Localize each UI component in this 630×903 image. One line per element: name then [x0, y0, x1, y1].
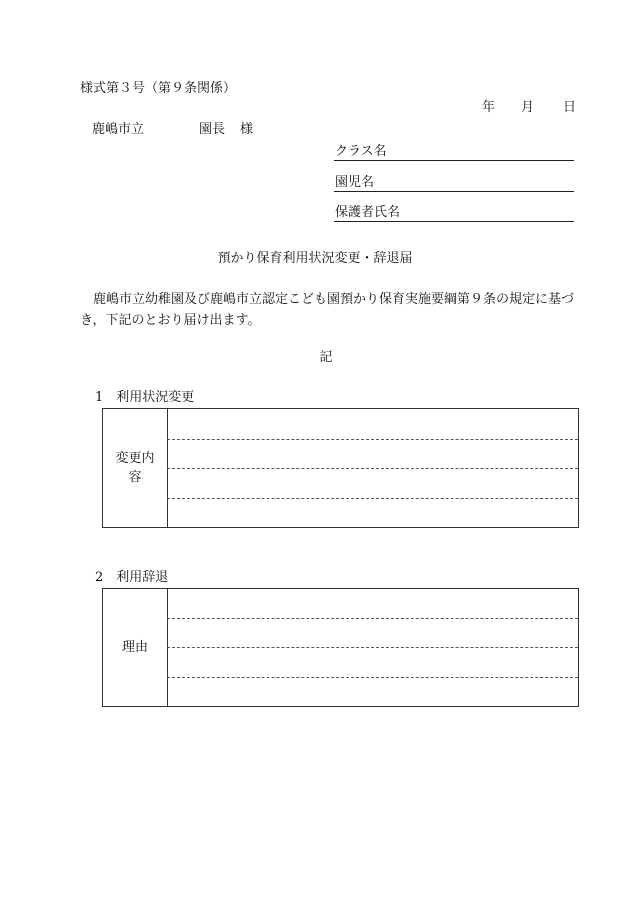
writing-line: [167, 439, 578, 440]
reason-label-cell: [103, 589, 168, 706]
change-details-label-cell: [103, 409, 168, 527]
reason-input-area[interactable]: [167, 589, 578, 706]
ki-marker: 記: [319, 350, 333, 365]
class-name-field[interactable]: [334, 144, 574, 161]
writing-line: [167, 677, 578, 678]
writing-line: [167, 498, 578, 499]
writing-line: [167, 618, 578, 619]
child-name-label: 園児名: [335, 175, 375, 190]
section-2-heading: 2 利用辞退: [95, 570, 169, 585]
date-year-label: 年: [482, 100, 496, 115]
child-name-field[interactable]: [334, 175, 574, 192]
addressee-principal: 園長: [199, 122, 226, 137]
body-paragraph: 鹿嶋市立幼稚園及び鹿嶋市立認定こども園預かり保育実施要綱第９条の規定に基づき，下記のとおり届け出ます。: [80, 292, 575, 328]
date-month-label: 月: [521, 100, 535, 115]
form-number: 様式第３号（第９条関係）: [80, 81, 237, 96]
withdrawal-reason-table: [102, 588, 579, 707]
reason-label: 理由: [121, 640, 148, 655]
guardian-name-label: 保護者氏名: [335, 205, 401, 220]
change-details-input-area[interactable]: [167, 409, 578, 527]
change-details-table: [102, 408, 579, 528]
section-1-heading: 1 利用状況変更: [95, 390, 195, 405]
writing-line: [167, 647, 578, 648]
class-name-label: クラス名: [335, 144, 387, 159]
change-details-label: 変更内容: [115, 451, 155, 485]
date-day-label: 日: [563, 100, 577, 115]
guardian-name-field[interactable]: [334, 205, 574, 222]
addressee-honorific: 様: [240, 122, 254, 137]
document-title: 預かり保育利用状況変更・辞退届: [217, 251, 413, 266]
addressee-city: 鹿嶋市立: [92, 122, 145, 137]
writing-line: [167, 468, 578, 469]
